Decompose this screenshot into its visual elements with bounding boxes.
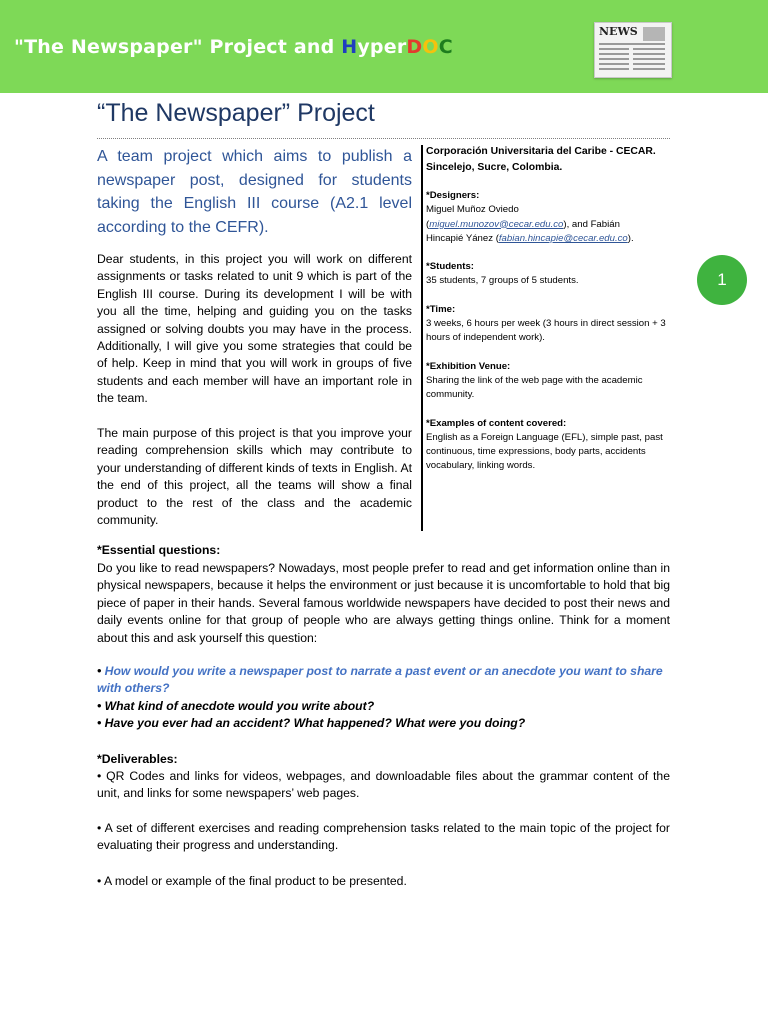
examples-value: English as a Foreign Language (EFL), simple past, past continuous, time expressions, body parts, accidents vocabulary, linking words. [426, 431, 663, 472]
brand-letter: e [383, 36, 397, 58]
header-banner [0, 0, 768, 93]
deliverable-text: A set of different exercises and reading comprehension tasks related to the main topic of the project for evaluating their progress and understanding. [97, 821, 670, 853]
venue-value: Sharing the link of the web page with the academic community. [426, 374, 643, 401]
essential-questions-body: Do you like to read newspapers? Nowadays, most people prefer to read and get information online than in physical newspapers, because it helps the environment or just because it is uncomfortable to hold that big piece of paper in their hands. Several famous worldwide newspapers have decided to post their news and daily events online for that group of people who are always getting things online. Think for a moment about this and ask yourself this question: [97, 561, 670, 645]
designer1-email-link[interactable]: miguel.munozov@cecar.edu.co [429, 218, 564, 230]
question-text: What kind of anecdote would you write about? [104, 698, 375, 713]
newspaper-line [599, 58, 629, 60]
question-list [97, 663, 670, 733]
brand-letter: H [341, 36, 358, 58]
newspaper-photo [643, 27, 665, 41]
newspaper-line [599, 53, 629, 55]
designers-connector: ), and Fabián [563, 218, 620, 230]
newspaper-icon-text: NEWS [599, 25, 638, 38]
venue-label: *Exhibition Venue: [426, 360, 511, 372]
banner-title [14, 36, 453, 58]
newspaper-line [633, 68, 665, 70]
brand-letter: r [396, 36, 407, 58]
examples-label: *Examples of content covered: [426, 417, 567, 429]
newspaper-line [633, 58, 665, 60]
newspaper-line [599, 68, 629, 70]
brand-letter: C [438, 36, 453, 58]
intro-paragraph: Dear students, in this project you will work on different assignments or tasks related to unit 9 which is part of the English III course. During its development I will be with you all the time, helping and guiding you on the tasks assigned or solving doubts you may have in the process. Additionally, I will give you some strategies that could be of help. Keep in mind that you will work in groups of five students and each member will have an important role in the team. [97, 252, 412, 406]
page-title: “The Newspaper” Project [97, 99, 375, 127]
newspaper-line [599, 63, 629, 65]
title-divider [97, 138, 670, 139]
project-info-sidebar [426, 144, 676, 474]
purpose-paragraph: The main purpose of this project is that you improve your reading comprehension skills which may contribute to your understanding of different kinds of texts in English. At the end of this project, all the teams will show a final product to the rest of the class and the academic community. [97, 426, 412, 528]
question-item: • What kind of anecdote would you write about? [97, 698, 375, 713]
institution-text: Corporación Universitaria del Caribe - CECAR. Sincelejo, Sucre, Colombia. [426, 146, 656, 173]
newspaper-line [633, 53, 665, 55]
newspaper-line [633, 48, 665, 50]
question-text: How would you write a newspaper post to narrate a past event or an anecdote you want to share with others? [97, 664, 663, 696]
designer2-email-link[interactable]: fabian.hincapie@cecar.edu.co [498, 232, 628, 244]
question-item: • Have you ever had an accident? What happened? What were you doing? [97, 716, 526, 731]
designers-label: *Designers: [426, 190, 480, 201]
brand-letter: D [406, 36, 423, 58]
brand-letter: p [369, 36, 384, 58]
brand-letter: y [357, 36, 370, 58]
designer-name: Hincapié Yánez ( [426, 232, 499, 244]
students-value: 35 students, 7 groups of 5 students. [426, 275, 579, 287]
banner-title-prefix: "The Newspaper" Project and [14, 36, 342, 58]
designer-name: Miguel Muñoz Oviedo [426, 204, 519, 216]
deliverable-item: • A model or example of the final product to be presented. [97, 874, 407, 888]
lead-paragraph: A team project which aims to publish a newspaper post, designed for students taking the English III course (A2.1 level according to the CEFR). [97, 148, 412, 236]
designers-value: Miguel Muñoz Oviedo (miguel.munozov@cecar.edu.co), and Fabián Hincapié Yánez (fabian.hincapie@cecar.edu.co). [426, 204, 634, 244]
time-label: *Time: [426, 303, 456, 315]
page-number-badge: 1 [697, 255, 747, 305]
newspaper-line [633, 63, 665, 65]
question-item: • How would you write a newspaper post to narrate a past event or an anecdote you want to share with others? [97, 664, 663, 696]
deliverables-heading: *Deliverables: [97, 752, 178, 766]
time-value: 3 weeks, 6 hours per week (3 hours in direct session + 3 hours of independent work). [426, 318, 666, 344]
column-divider [421, 145, 423, 531]
deliverable-text: A model or example of the final product to be presented. [103, 874, 407, 888]
deliverable-item: • A set of different exercises and reading comprehension tasks related to the main topic of the project for evaluating their progress and understanding. [97, 821, 670, 853]
newspaper-icon [594, 22, 672, 78]
question-text: Have you ever had an accident? What happened? What were you doing? [104, 716, 526, 731]
deliverable-text: QR Codes and links for videos, webpages, and downloadable files about the grammar content of the unit, and links for some newspapers’ web pages. [97, 769, 670, 801]
newspaper-line [599, 48, 629, 50]
brand-letter: O [422, 36, 439, 58]
deliverable-item: • QR Codes and links for videos, webpages, and downloadable files about the grammar content of the unit, and links for some newspapers’ web pages. [97, 769, 670, 801]
students-label: *Students: [426, 261, 474, 273]
essential-questions-heading: *Essential questions: [97, 543, 221, 557]
newspaper-line [599, 43, 665, 45]
